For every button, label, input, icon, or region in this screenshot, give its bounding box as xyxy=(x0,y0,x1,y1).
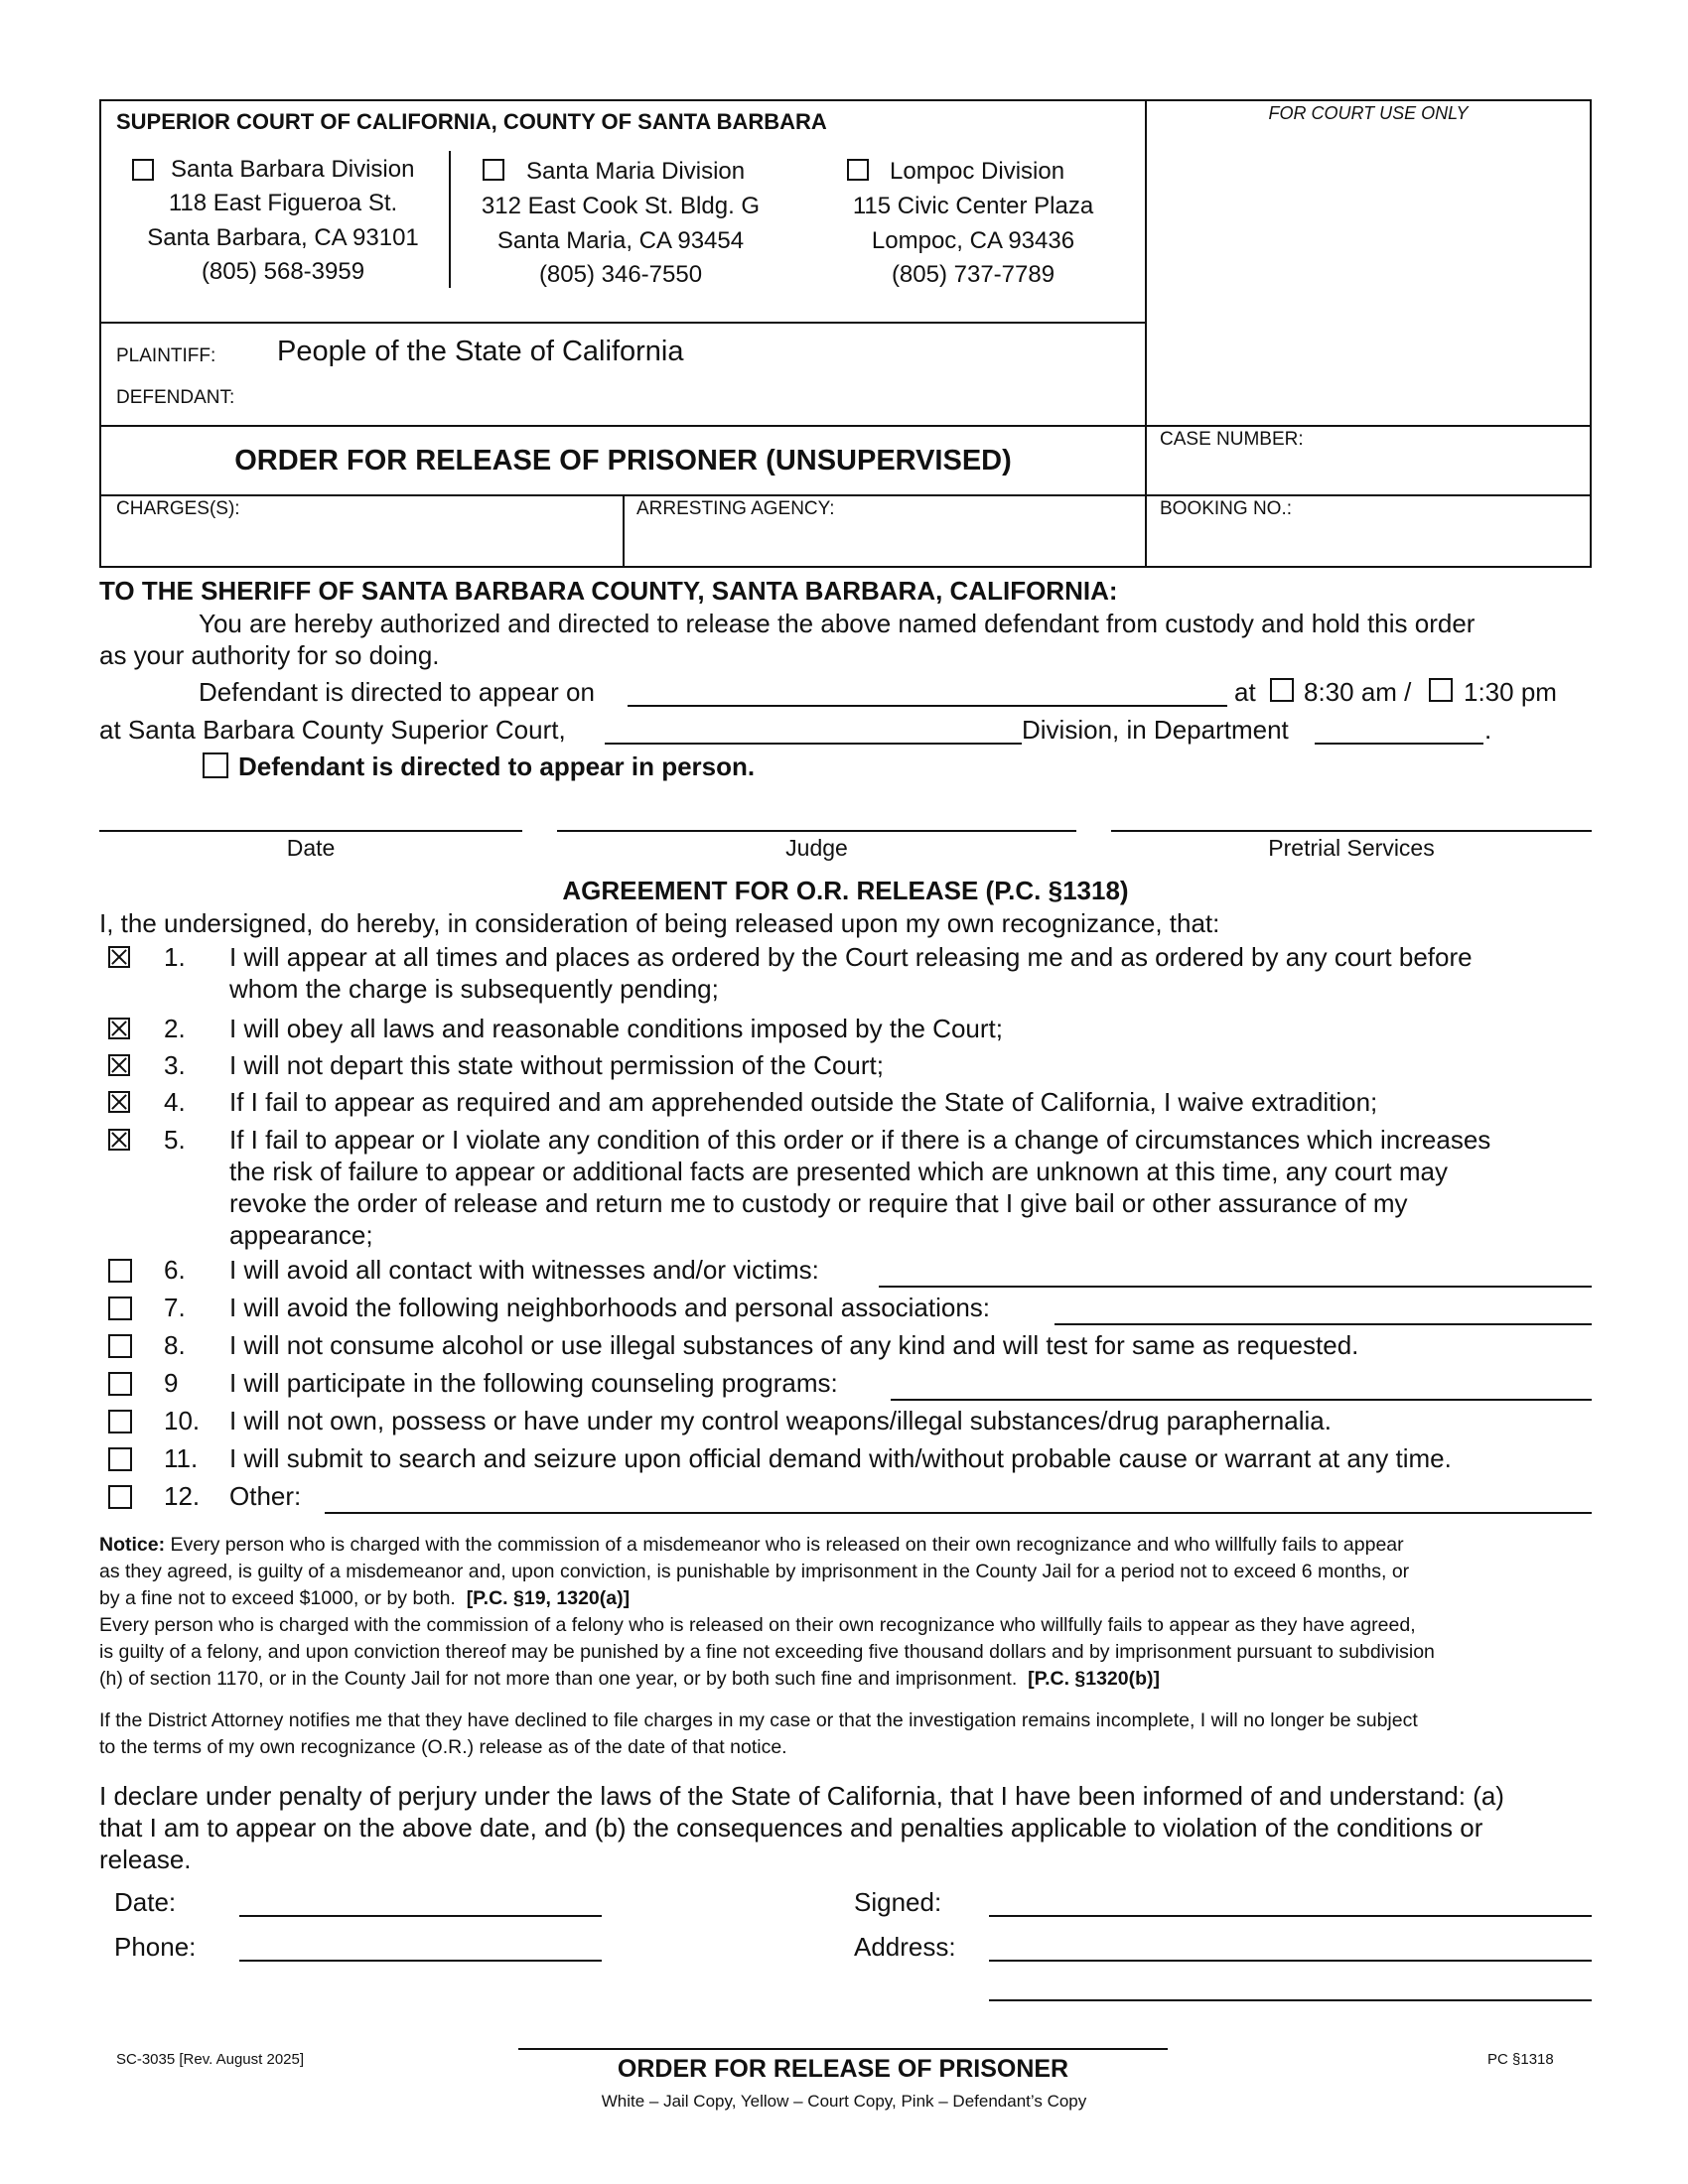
division-field[interactable] xyxy=(605,743,1022,745)
plaintiff-value[interactable]: People of the State of California xyxy=(277,336,684,367)
plaintiff-label: PLAINTIFF: xyxy=(116,345,216,366)
booking-label: BOOKING NO.: xyxy=(1160,498,1293,519)
item-number: 3. xyxy=(164,1050,186,1080)
item-number: 12. xyxy=(164,1481,201,1511)
item-text-cont: appearance; xyxy=(229,1220,373,1250)
item-checkbox[interactable] xyxy=(108,1259,132,1283)
item-text: I will avoid the following neighborhoods and personal associations: xyxy=(229,1293,991,1322)
item-text-cont: whom the charge is subsequently pending; xyxy=(229,974,719,1004)
item-checkbox[interactable] xyxy=(108,1018,130,1039)
item-checkbox[interactable] xyxy=(108,1372,132,1396)
item-text: I will not own, possess or have under my control weapons/illegal substances/drug paraphernalia. xyxy=(229,1406,1332,1435)
item-checkbox[interactable] xyxy=(108,1129,130,1151)
notice-p1-l3 xyxy=(99,1585,630,1612)
notice-text: Every person who is charged with the commission of a misdemeanor who is released on their own recognizance and who willfully fails to appear xyxy=(170,1534,1404,1556)
item-number: 11. xyxy=(164,1443,199,1473)
form-id: SC-3035 [Rev. August 2025] xyxy=(116,2051,305,2068)
item-text: If I fail to appear or I violate any condition of this order or if there is a change of circumstances which increases xyxy=(229,1125,1491,1155)
division-city: Santa Maria, CA 93454 xyxy=(496,227,745,254)
item-number: 1. xyxy=(164,942,186,972)
item-text: I will submit to search and seizure upon official demand with/without probable cause or warrant at any time. xyxy=(229,1443,1452,1473)
notice-citation: [P.C. §1320(b)] xyxy=(1028,1668,1161,1690)
order-para-line2: as your authority for so doing. xyxy=(99,640,440,670)
item-number: 6. xyxy=(164,1255,186,1285)
footer-code: PC §1318 xyxy=(1487,2051,1554,2068)
division-checkbox[interactable] xyxy=(132,159,154,181)
item-number: 4. xyxy=(164,1087,186,1117)
footer-title: ORDER FOR RELEASE OF PRISONER xyxy=(617,2055,1069,2083)
division-checkbox[interactable] xyxy=(847,159,869,181)
division-phone: (805) 346-7550 xyxy=(538,261,703,288)
item-text: I will obey all laws and reasonable conditions imposed by the Court; xyxy=(229,1014,1003,1043)
item-number: 8. xyxy=(164,1330,186,1360)
notice-citation: [P.C. §19, 1320(a)] xyxy=(466,1587,631,1609)
court-use-label: FOR COURT USE ONLY xyxy=(1268,103,1469,123)
sign-phone-label: Phone: xyxy=(114,1932,197,1962)
notice-text: (h) of section 1170, or in the County Jail for not more than one year, or by both such fine and imprisonment. xyxy=(99,1668,1018,1690)
appear-on-label: Defendant is directed to appear on xyxy=(199,677,595,707)
division-name: Lompoc Division xyxy=(890,158,1065,185)
pretrial-signature-line[interactable] xyxy=(1111,830,1592,832)
appear-date-field[interactable] xyxy=(628,705,1227,707)
notice-p3-l1: If the District Attorney notifies me that they have declined to file charges in my case or that the investigation remains incomplete, I will no longer be subject xyxy=(99,1709,1418,1731)
time-830-label: 8:30 am / xyxy=(1304,677,1412,707)
department-field[interactable] xyxy=(1315,743,1483,745)
division-city: Santa Barbara, CA 93101 xyxy=(147,224,419,251)
address-field[interactable] xyxy=(989,1960,1592,1962)
counseling-field[interactable] xyxy=(891,1399,1592,1401)
signature-field[interactable] xyxy=(989,1915,1592,1917)
in-person-label: Defendant is directed to appear in person. xyxy=(238,751,756,781)
witnesses-field[interactable] xyxy=(879,1286,1592,1288)
judge-signature-line[interactable] xyxy=(557,830,1076,832)
declaration-l2: that I am to appear on the above date, and (b) the consequences and penalties applicable to violation of the conditions or xyxy=(99,1813,1483,1843)
item-number: 7. xyxy=(164,1293,186,1322)
at-court-label: at Santa Barbara County Superior Court, xyxy=(99,715,566,745)
item-number: 5. xyxy=(164,1125,186,1155)
at-label: at xyxy=(1234,677,1256,707)
item-text-cont: revoke the order of release and return me to custody or require that I give bail or other assurance of my xyxy=(229,1188,1408,1218)
division-dept-label: Division, in Department xyxy=(1022,715,1289,745)
item-text: I will participate in the following counseling programs: xyxy=(229,1368,838,1398)
case-number-label: CASE NUMBER: xyxy=(1160,429,1304,450)
agreement-intro: I, the undersigned, do hereby, in consideration of being released upon my own recognizance, that: xyxy=(99,908,1220,938)
item-number: 2. xyxy=(164,1014,186,1043)
division-address: 118 East Figueroa St. xyxy=(168,190,398,216)
declaration-l3: release. xyxy=(99,1844,192,1874)
item-checkbox[interactable] xyxy=(108,1297,132,1320)
defendant-label: DEFENDANT: xyxy=(116,387,235,408)
item-text: I will avoid all contact with witnesses and/or victims: xyxy=(229,1255,819,1285)
time-130-label: 1:30 pm xyxy=(1464,677,1557,707)
notice-p2-l1: Every person who is charged with the commission of a felony who is released on their own recognizance who willfully fails to appear as they have agreed, xyxy=(99,1614,1416,1636)
notice-p3-l2: to the terms of my own recognizance (O.R.) release as of the date of that notice. xyxy=(99,1736,787,1758)
item-text: Other: xyxy=(229,1481,302,1511)
address-field-line2[interactable] xyxy=(989,1999,1592,2001)
item-text: I will not consume alcohol or use illegal substances of any kind and will test for same as requested. xyxy=(229,1330,1359,1360)
sign-address-label: Address: xyxy=(854,1932,956,1962)
notice-label: Notice: xyxy=(99,1534,166,1556)
item-checkbox[interactable] xyxy=(108,1054,130,1076)
item-text: I will appear at all times and places as ordered by the Court releasing me and as ordered by any court before xyxy=(229,942,1473,972)
item-text-cont: the risk of failure to appear or additional facts are presented which are unknown at this time, any court may xyxy=(229,1157,1448,1186)
notice-p1-l2: as they agreed, is guilty of a misdemeanor and, upon conviction, is punishable by imprisonment in the County Jail for a period not to exceed 6 months, or xyxy=(99,1561,1410,1582)
item-text: If I fail to appear as required and am apprehended outside the State of California, I waive extradition; xyxy=(229,1087,1378,1117)
item-checkbox[interactable] xyxy=(108,1410,132,1433)
notice-p2-l3 xyxy=(99,1666,1160,1693)
notice-p1-l1 xyxy=(99,1532,1404,1559)
division-phone: (805) 737-7789 xyxy=(891,261,1055,288)
item-checkbox[interactable] xyxy=(108,1447,132,1471)
sign-date-field[interactable] xyxy=(239,1915,602,1917)
arresting-agency-label: ARRESTING AGENCY: xyxy=(636,498,835,519)
in-person-checkbox[interactable] xyxy=(203,752,228,778)
other-field[interactable] xyxy=(325,1512,1592,1514)
neighborhoods-field[interactable] xyxy=(1055,1323,1592,1325)
division-address: 312 East Cook St. Bldg. G xyxy=(481,193,761,219)
footer-copies: White – Jail Copy, Yellow – Court Copy, Pink – Defendant’s Copy xyxy=(601,2092,1087,2111)
division-address: 115 Civic Center Plaza xyxy=(852,193,1094,219)
form-title: ORDER FOR RELEASE OF PRISONER (UNSUPERVISED) xyxy=(234,445,1012,477)
agreement-heading: AGREEMENT FOR O.R. RELEASE (P.C. §1318) xyxy=(562,876,1129,905)
judge-sig-label: Judge xyxy=(785,835,848,861)
period: . xyxy=(1484,715,1492,745)
item-checkbox[interactable] xyxy=(108,946,130,968)
date-signature-line[interactable] xyxy=(99,830,522,832)
order-para-line1: You are hereby authorized and directed to release the above named defendant from custody and hold this order xyxy=(199,609,1476,638)
court-title: SUPERIOR COURT OF CALIFORNIA, COUNTY OF SANTA BARBARA xyxy=(116,109,827,134)
division-name: Santa Maria Division xyxy=(526,158,746,185)
division-name: Santa Barbara Division xyxy=(171,156,415,183)
division-checkbox[interactable] xyxy=(483,159,504,181)
declaration-l1: I declare under penalty of perjury under the laws of the State of California, that I have been informed of and understand: (a) xyxy=(99,1781,1504,1811)
division-city: Lompoc, CA 93436 xyxy=(871,227,1075,254)
time-830-checkbox[interactable] xyxy=(1270,678,1294,702)
time-130-checkbox[interactable] xyxy=(1429,678,1453,702)
sign-signed-label: Signed: xyxy=(854,1887,942,1917)
item-number: 9 xyxy=(164,1368,179,1398)
charges-label: CHARGES(S): xyxy=(116,498,240,519)
item-checkbox[interactable] xyxy=(108,1091,130,1113)
notice-text: by a fine not to exceed $1000, or by both. xyxy=(99,1587,456,1609)
pretrial-sig-label: Pretrial Services xyxy=(1268,835,1435,861)
date-sig-label: Date xyxy=(286,835,336,861)
item-text: I will not depart this state without permission of the Court; xyxy=(229,1050,884,1080)
order-heading: TO THE SHERIFF OF SANTA BARBARA COUNTY, SANTA BARBARA, CALIFORNIA: xyxy=(99,576,1118,606)
phone-field[interactable] xyxy=(239,1960,602,1962)
item-checkbox[interactable] xyxy=(108,1485,132,1509)
sign-date-label: Date: xyxy=(114,1887,177,1917)
division-phone: (805) 568-3959 xyxy=(201,258,365,285)
notice-p2-l2: is guilty of a felony, and upon conviction thereof may be punished by a fine not exceeding five thousand dollars and by imprisonment pursuant to subdivision xyxy=(99,1641,1435,1663)
item-checkbox[interactable] xyxy=(108,1334,132,1358)
item-number: 10. xyxy=(164,1406,201,1435)
